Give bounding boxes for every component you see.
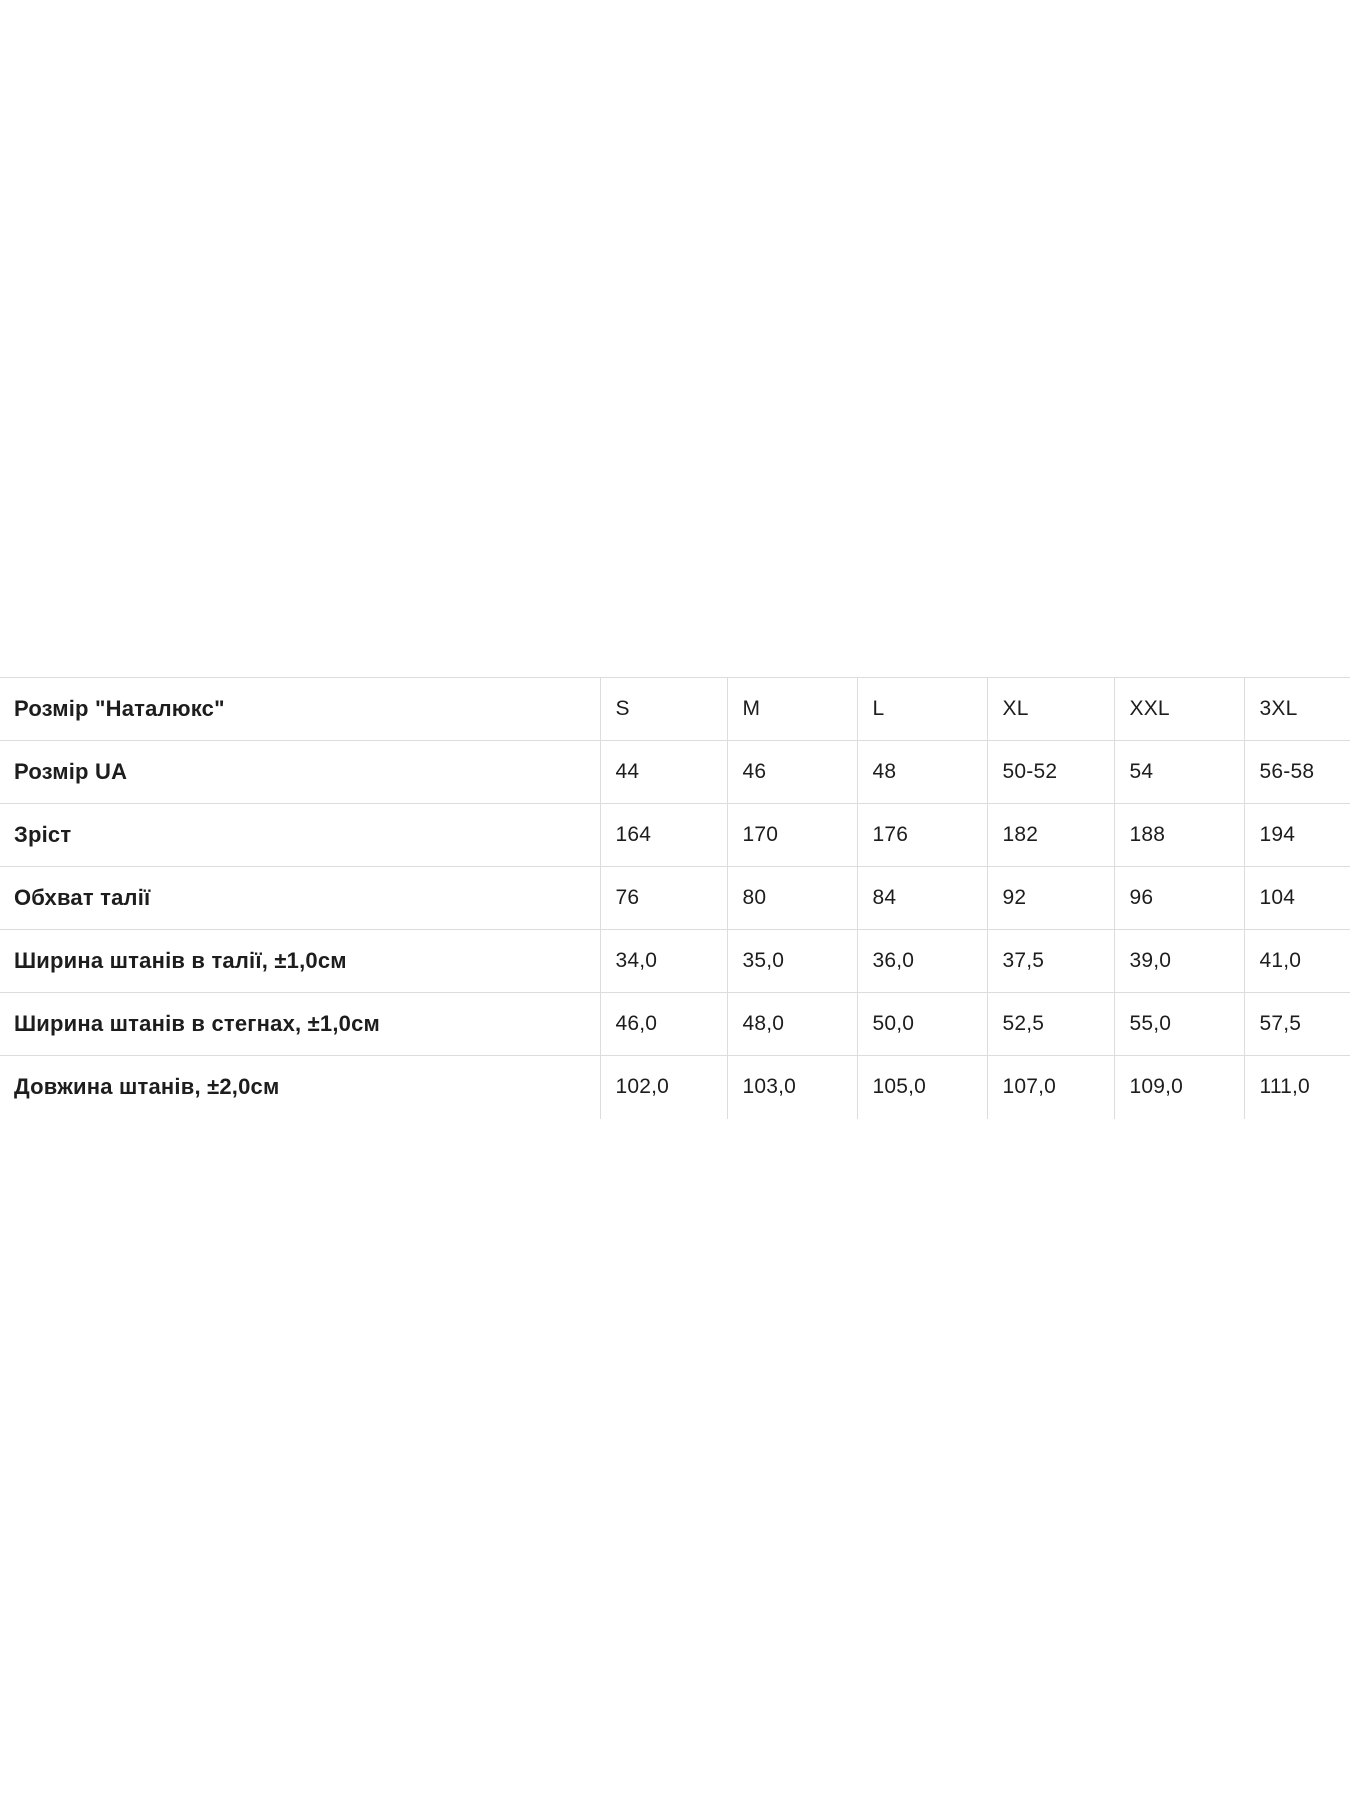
value-cell: 194 <box>1244 804 1350 867</box>
table-row <box>0 867 1350 930</box>
header-size-cell: M <box>727 678 857 741</box>
row-label-cell: Ширина штанів в стегнах, ±1,0см <box>0 993 600 1056</box>
value-cell: 36,0 <box>857 930 987 993</box>
value-cell: 92 <box>987 867 1114 930</box>
value-cell: 80 <box>727 867 857 930</box>
row-label-cell: Обхват талії <box>0 867 600 930</box>
value-cell: 34,0 <box>600 930 727 993</box>
header-size-cell: S <box>600 678 727 741</box>
value-cell: 102,0 <box>600 1056 727 1119</box>
table-row <box>0 741 1350 804</box>
value-cell: 37,5 <box>987 930 1114 993</box>
header-size-cell: XXL <box>1114 678 1244 741</box>
value-cell: 96 <box>1114 867 1244 930</box>
value-cell: 46,0 <box>600 993 727 1056</box>
value-cell: 50,0 <box>857 993 987 1056</box>
value-cell: 52,5 <box>987 993 1114 1056</box>
table-row <box>0 1056 1350 1119</box>
table-row <box>0 993 1350 1056</box>
value-cell: 55,0 <box>1114 993 1244 1056</box>
header-label-cell: Розмір "Наталюкс" <box>0 678 600 741</box>
value-cell: 50-52 <box>987 741 1114 804</box>
value-cell: 176 <box>857 804 987 867</box>
header-size-cell: L <box>857 678 987 741</box>
value-cell: 35,0 <box>727 930 857 993</box>
value-cell: 41,0 <box>1244 930 1350 993</box>
value-cell: 48,0 <box>727 993 857 1056</box>
row-label-cell: Довжина штанів, ±2,0см <box>0 1056 600 1119</box>
value-cell: 57,5 <box>1244 993 1350 1056</box>
row-label-cell: Зріст <box>0 804 600 867</box>
value-cell: 107,0 <box>987 1056 1114 1119</box>
value-cell: 48 <box>857 741 987 804</box>
row-label-cell: Ширина штанів в талії, ±1,0см <box>0 930 600 993</box>
value-cell: 76 <box>600 867 727 930</box>
size-table <box>0 677 1350 1119</box>
table-row <box>0 804 1350 867</box>
value-cell: 111,0 <box>1244 1056 1350 1119</box>
header-size-cell: 3XL <box>1244 678 1350 741</box>
value-cell: 54 <box>1114 741 1244 804</box>
value-cell: 46 <box>727 741 857 804</box>
size-table-header-row <box>0 678 1350 741</box>
value-cell: 84 <box>857 867 987 930</box>
value-cell: 103,0 <box>727 1056 857 1119</box>
value-cell: 104 <box>1244 867 1350 930</box>
value-cell: 109,0 <box>1114 1056 1244 1119</box>
value-cell: 182 <box>987 804 1114 867</box>
value-cell: 105,0 <box>857 1056 987 1119</box>
value-cell: 188 <box>1114 804 1244 867</box>
value-cell: 170 <box>727 804 857 867</box>
row-label-cell: Розмір UA <box>0 741 600 804</box>
value-cell: 44 <box>600 741 727 804</box>
value-cell: 164 <box>600 804 727 867</box>
value-cell: 39,0 <box>1114 930 1244 993</box>
table-row <box>0 930 1350 993</box>
value-cell: 56-58 <box>1244 741 1350 804</box>
header-size-cell: XL <box>987 678 1114 741</box>
